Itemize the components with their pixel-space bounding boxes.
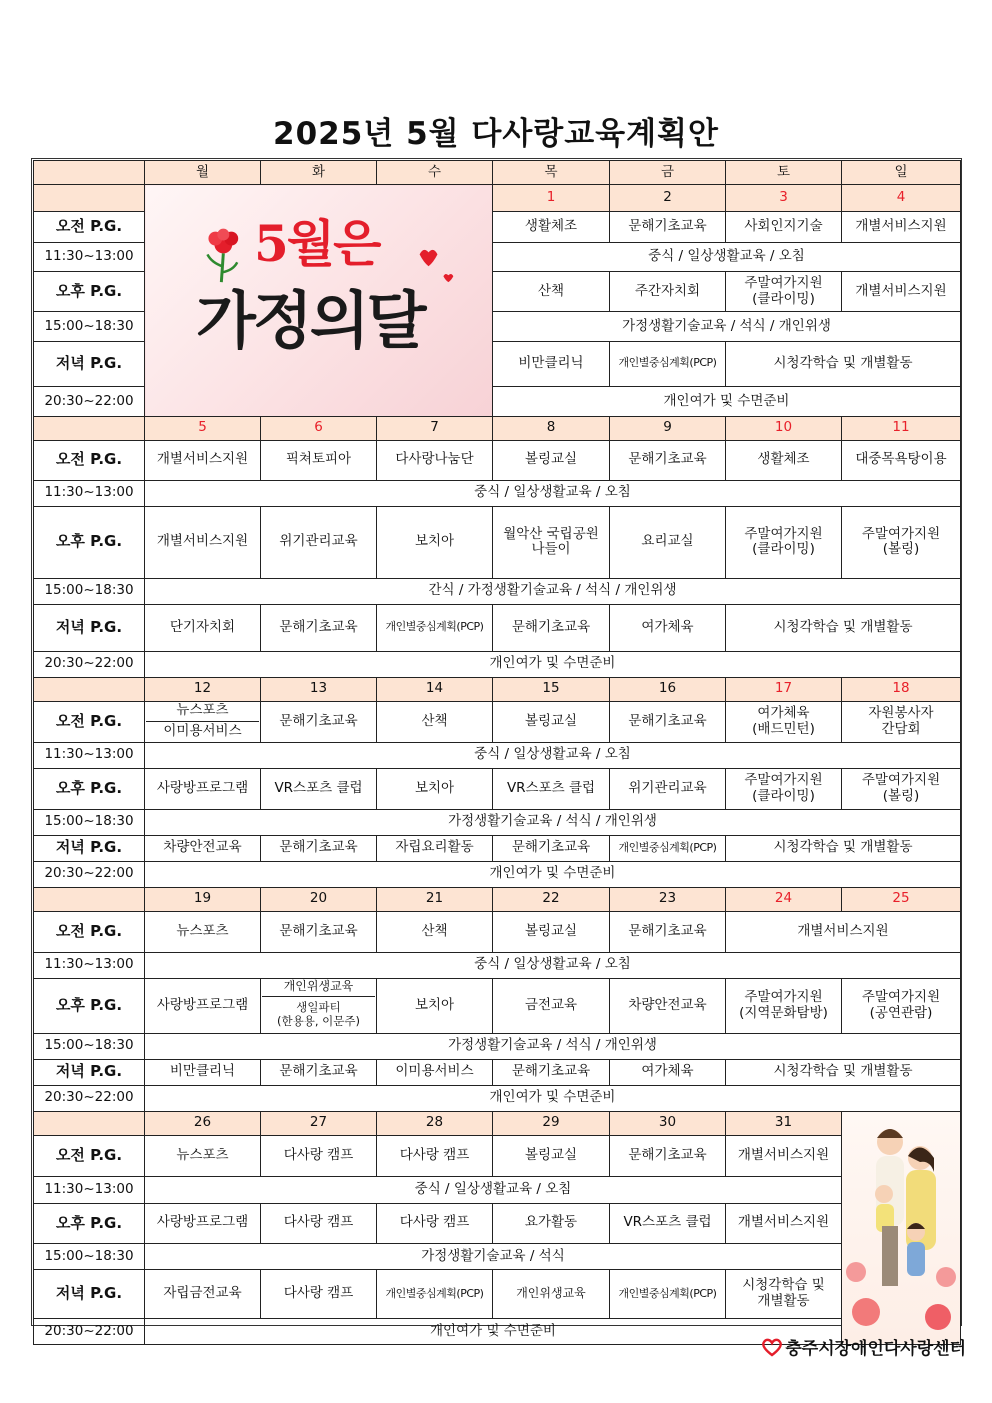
schedule-cell: 개인별중심계획(PCP) — [377, 1270, 493, 1319]
span-cell: 가정생활기술교육 / 석식 / 개인위생 — [145, 809, 961, 835]
date-cell: 27 — [261, 1111, 377, 1135]
schedule-cell: 자립금전교육 — [145, 1270, 261, 1319]
row-label-lunch: 11:30~13:00 — [34, 480, 145, 506]
schedule-cell: 사랑방프로그램 — [145, 978, 261, 1033]
schedule-cell: 볼링교실 — [493, 911, 610, 952]
split-bottom: 생일파티 (한용용, 이문주) — [277, 999, 360, 1028]
schedule-cell: 뉴스포츠 — [145, 1135, 261, 1176]
week2-eve-row — [34, 604, 961, 651]
schedule-cell: 요리교실 — [610, 506, 726, 578]
schedule-cell: 다사랑 캠프 — [377, 1135, 493, 1176]
schedule-cell: 이미용서비스 — [377, 1059, 493, 1085]
span-cell: 중식 / 일상생활교육 / 오침 — [145, 1177, 842, 1203]
schedule-cell: 다사랑 캠프 — [261, 1135, 377, 1176]
date-cell: 25 — [842, 887, 961, 911]
day-thu: 목 — [493, 161, 610, 185]
schedule-cell: 문해기초교육 — [493, 604, 610, 651]
week4-pm-row — [34, 978, 961, 1033]
row-label-night: 20:30~22:00 — [34, 861, 145, 887]
week4-am-row — [34, 911, 961, 952]
date-label-cell — [34, 677, 145, 701]
span-cell: 개인여가 및 수면준비 — [145, 861, 961, 887]
schedule-cell: 볼링교실 — [493, 701, 610, 742]
schedule-cell: 개별서비스지원 — [145, 440, 261, 480]
schedule-cell: 다사랑 캠프 — [261, 1270, 377, 1319]
schedule-cell: 문해기초교육 — [610, 1135, 726, 1176]
row-label-am: 오전 P.G. — [34, 701, 145, 742]
date-cell: 30 — [610, 1111, 726, 1135]
row-label-am: 오전 P.G. — [34, 911, 145, 952]
schedule-cell: VR스포츠 클럽 — [610, 1203, 726, 1243]
schedule-cell: 주말여가지원 (클라이밍) — [726, 506, 842, 578]
row-label-aft: 15:00~18:30 — [34, 809, 145, 835]
day-mon: 월 — [145, 161, 261, 185]
split-bottom: 이미용서비스 — [163, 722, 242, 739]
schedule-cell: 문해기초교육 — [261, 1059, 377, 1085]
span-cell: 개인여가 및 수면준비 — [145, 1085, 961, 1111]
org-footer — [761, 1334, 966, 1359]
span-cell: 가정생활기술교육 / 석식 — [145, 1243, 842, 1269]
row-label-lunch: 11:30~13:00 — [34, 1177, 145, 1203]
week5-eve-row — [34, 1270, 961, 1319]
row-label-eve: 저녁 P.G. — [34, 1059, 145, 1085]
date-label-cell — [34, 185, 145, 212]
schedule-cell: 문해기초교육 — [493, 1059, 610, 1085]
date-label-cell — [34, 1111, 145, 1135]
schedule-cell: 여가체육 — [610, 1059, 726, 1085]
schedule-cell: 단기자치회 — [145, 604, 261, 651]
split-cell — [145, 701, 261, 742]
schedule-cell: 다사랑 캠프 — [261, 1203, 377, 1243]
span-cell: 개인여가 및 수면준비 — [145, 651, 961, 677]
row-label-pm: 오후 P.G. — [34, 768, 145, 809]
week5-aft-row — [34, 1243, 961, 1269]
day-tue: 화 — [261, 161, 377, 185]
row-label-aft: 15:00~18:30 — [34, 1243, 145, 1269]
date-cell: 26 — [145, 1111, 261, 1135]
split-top: 뉴스포츠 — [146, 702, 259, 722]
schedule-cell: 자립요리활동 — [377, 835, 493, 861]
schedule-cell: 뉴스포츠 — [145, 911, 261, 952]
schedule-cell: 산책 — [377, 701, 493, 742]
schedule-cell: 다사랑 캠프 — [377, 1203, 493, 1243]
schedule-cell: 주말여가지원 (지역문화탐방) — [726, 978, 842, 1033]
week2-am-row — [34, 440, 961, 480]
date-cell: 18 — [842, 677, 961, 701]
date-cell: 1 — [493, 185, 610, 212]
week5-pm-row — [34, 1203, 961, 1243]
schedule-cell: 문해기초교육 — [261, 835, 377, 861]
date-cell: 23 — [610, 887, 726, 911]
week2-aft-row — [34, 578, 961, 604]
row-label-am: 오전 P.G. — [34, 440, 145, 480]
schedule-cell: 시청각학습 및 개별활동 — [726, 835, 961, 861]
week5-am-row — [34, 1135, 961, 1176]
schedule-cell: VR스포츠 클럽 — [493, 768, 610, 809]
week4-lunch-row — [34, 952, 961, 978]
row-label-pm: 오후 P.G. — [34, 978, 145, 1033]
schedule-cell: 여가체육 (배드민턴) — [726, 701, 842, 742]
schedule-cell: 문해기초교육 — [493, 835, 610, 861]
row-label-pm: 오후 P.G. — [34, 506, 145, 578]
family-illustration — [842, 1111, 961, 1345]
row-label-am: 오전 P.G. — [34, 212, 145, 243]
row-label-lunch: 11:30~13:00 — [34, 952, 145, 978]
schedule-cell: 금전교육 — [493, 978, 610, 1033]
schedule-cell: 볼링교실 — [493, 1135, 610, 1176]
date-label-cell — [34, 887, 145, 911]
week2-date-row — [34, 416, 961, 440]
schedule-cell: 개별서비스지원 — [145, 506, 261, 578]
date-cell: 17 — [726, 677, 842, 701]
page-title: 2025년 5월 다사랑교육계획안 — [273, 116, 719, 152]
span-cell: 간식 / 가정생활기술교육 / 석식 / 개인위생 — [145, 578, 961, 604]
week1-date-row — [34, 185, 961, 212]
date-cell: 12 — [145, 677, 261, 701]
schedule-cell: 보치아 — [377, 768, 493, 809]
schedule-cell: 산책 — [493, 272, 610, 312]
span-cell: 중식 / 일상생활교육 / 오침 — [145, 742, 961, 768]
split-cell — [261, 978, 377, 1033]
date-cell: 4 — [842, 185, 961, 212]
span-cell: 가정생활기술교육 / 석식 / 개인위생 — [493, 312, 961, 342]
schedule-cell: 사랑방프로그램 — [145, 768, 261, 809]
date-cell: 7 — [377, 416, 493, 440]
week4-eve-row — [34, 1059, 961, 1085]
schedule-cell: 문해기초교육 — [610, 212, 726, 243]
row-label-eve: 저녁 P.G. — [34, 341, 145, 386]
row-label-aft: 15:00~18:30 — [34, 312, 145, 342]
week4-aft-row — [34, 1033, 961, 1059]
row-label-eve: 저녁 P.G. — [34, 604, 145, 651]
week4-night-row — [34, 1085, 961, 1111]
row-label-pm: 오후 P.G. — [34, 1203, 145, 1243]
date-cell: 3 — [726, 185, 842, 212]
day-sat: 토 — [726, 161, 842, 185]
poster-line2: 가정의달 — [196, 284, 424, 357]
row-label-night: 20:30~22:00 — [34, 1085, 145, 1111]
schedule-cell: 비만클리닉 — [145, 1059, 261, 1085]
date-cell: 31 — [726, 1111, 842, 1135]
date-cell: 9 — [610, 416, 726, 440]
week2-night-row — [34, 651, 961, 677]
schedule-cell: 생활체조 — [726, 440, 842, 480]
heart-logo-icon — [761, 1337, 783, 1357]
schedule-cell: 개별서비스지원 — [842, 212, 961, 243]
row-label-lunch: 11:30~13:00 — [34, 242, 145, 272]
schedule-cell: 위기관리교육 — [261, 506, 377, 578]
heart-icon — [420, 250, 454, 282]
day-header-row — [34, 161, 961, 185]
schedule-cell: 주간자치회 — [610, 272, 726, 312]
week2-lunch-row — [34, 480, 961, 506]
week5-date-row — [34, 1111, 961, 1135]
week4-date-row — [34, 887, 961, 911]
week3-aft-row — [34, 809, 961, 835]
schedule-cell: 주말여가지원 (볼링) — [842, 768, 961, 809]
row-label-night: 20:30~22:00 — [34, 1318, 145, 1344]
poster-line1: 5월은 — [254, 214, 380, 273]
week3-date-row — [34, 677, 961, 701]
row-label-night: 20:30~22:00 — [34, 651, 145, 677]
schedule-cell: 차량안전교육 — [145, 835, 261, 861]
schedule-cell: 문해기초교육 — [261, 701, 377, 742]
week2-pm-row — [34, 506, 961, 578]
schedule-cell: 볼링교실 — [493, 440, 610, 480]
schedule-cell: 요가활동 — [493, 1203, 610, 1243]
row-label-am: 오전 P.G. — [34, 1135, 145, 1176]
span-cell: 개인여가 및 수면준비 — [493, 386, 961, 416]
schedule-cell: 차량안전교육 — [610, 978, 726, 1033]
date-cell: 29 — [493, 1111, 610, 1135]
date-cell: 8 — [493, 416, 610, 440]
schedule-cell: 다사랑나눔단 — [377, 440, 493, 480]
week3-lunch-row — [34, 742, 961, 768]
schedule-cell: 시청각학습 및 개별활동 — [726, 1270, 842, 1319]
day-wed: 수 — [377, 161, 493, 185]
date-cell: 22 — [493, 887, 610, 911]
span-cell: 개인여가 및 수면준비 — [145, 1318, 842, 1344]
span-cell: 중식 / 일상생활교육 / 오침 — [145, 480, 961, 506]
schedule-cell: 개인별중심계획(PCP) — [610, 341, 726, 386]
schedule-cell: 시청각학습 및 개별활동 — [726, 1059, 961, 1085]
date-cell: 11 — [842, 416, 961, 440]
row-label-aft: 15:00~18:30 — [34, 578, 145, 604]
schedule-cell: 주말여가지원 (클라이밍) — [726, 272, 842, 312]
schedule-cell: 개별서비스지원 — [726, 911, 961, 952]
row-label-eve: 저녁 P.G. — [34, 835, 145, 861]
schedule-cell: 월악산 국립공원 나들이 — [493, 506, 610, 578]
row-label-eve: 저녁 P.G. — [34, 1270, 145, 1319]
date-cell: 10 — [726, 416, 842, 440]
schedule-cell: 비만클리닉 — [493, 341, 610, 386]
week3-night-row — [34, 861, 961, 887]
date-cell: 6 — [261, 416, 377, 440]
span-cell: 가정생활기술교육 / 석식 / 개인위생 — [145, 1033, 961, 1059]
span-cell: 중식 / 일상생활교육 / 오침 — [145, 952, 961, 978]
schedule-cell: 시청각학습 및 개별활동 — [726, 341, 961, 386]
schedule-cell: 여가체육 — [610, 604, 726, 651]
schedule-cell: 주말여가지원 (볼링) — [842, 506, 961, 578]
week3-pm-row — [34, 768, 961, 809]
schedule-cell: 개인별중심계획(PCP) — [610, 1270, 726, 1319]
day-fri: 금 — [610, 161, 726, 185]
split-top: 개인위생교육 — [262, 979, 375, 997]
date-cell: 13 — [261, 677, 377, 701]
date-cell: 2 — [610, 185, 726, 212]
date-cell: 21 — [377, 887, 493, 911]
schedule-cell: 대중목욕탕이용 — [842, 440, 961, 480]
schedule-cell: 시청각학습 및 개별활동 — [726, 604, 961, 651]
schedule-cell: 보치아 — [377, 978, 493, 1033]
may-family-month-poster — [145, 185, 493, 417]
date-cell: 14 — [377, 677, 493, 701]
schedule-cell: 개별서비스지원 — [726, 1135, 842, 1176]
schedule-cell: 개별서비스지원 — [726, 1203, 842, 1243]
schedule-cell: 생활체조 — [493, 212, 610, 243]
schedule-cell: 사랑방프로그램 — [145, 1203, 261, 1243]
family-icon — [846, 1112, 956, 1340]
date-cell: 24 — [726, 887, 842, 911]
row-label-night: 20:30~22:00 — [34, 386, 145, 416]
schedule-cell: 개인별중심계획(PCP) — [377, 604, 493, 651]
week3-am-row — [34, 701, 961, 742]
schedule-cell: 자원봉사자 간담회 — [842, 701, 961, 742]
corner-cell — [34, 161, 145, 185]
schedule-cell: 보치아 — [377, 506, 493, 578]
row-label-aft: 15:00~18:30 — [34, 1033, 145, 1059]
week3-eve-row — [34, 835, 961, 861]
day-sun: 일 — [842, 161, 961, 185]
org-name: 충주시장애인다사랑센터 — [785, 1339, 966, 1359]
schedule-cell: 문해기초교육 — [261, 911, 377, 952]
row-label-lunch: 11:30~13:00 — [34, 742, 145, 768]
schedule-cell: 위기관리교육 — [610, 768, 726, 809]
date-cell: 5 — [145, 416, 261, 440]
schedule-cell: 개별서비스지원 — [842, 272, 961, 312]
schedule-cell: 문해기초교육 — [610, 440, 726, 480]
row-label-pm: 오후 P.G. — [34, 272, 145, 312]
schedule-table — [33, 160, 961, 1345]
schedule-cell: 사회인지기술 — [726, 212, 842, 243]
date-cell: 20 — [261, 887, 377, 911]
schedule-cell: 산책 — [377, 911, 493, 952]
schedule-cell: 문해기초교육 — [261, 604, 377, 651]
schedule-cell: 문해기초교육 — [610, 701, 726, 742]
span-cell: 중식 / 일상생활교육 / 오침 — [493, 242, 961, 272]
date-label-cell — [34, 416, 145, 440]
schedule-cell: 주말여가지원 (클라이밍) — [726, 768, 842, 809]
carnation-icon — [207, 229, 238, 283]
date-cell: 15 — [493, 677, 610, 701]
schedule-cell: VR스포츠 클럽 — [261, 768, 377, 809]
schedule-cell: 주말여가지원 (공연관람) — [842, 978, 961, 1033]
schedule-cell: 개인위생교육 — [493, 1270, 610, 1319]
date-cell: 16 — [610, 677, 726, 701]
schedule-cell: 픽쳐토피아 — [261, 440, 377, 480]
date-cell: 28 — [377, 1111, 493, 1135]
schedule-cell: 문해기초교육 — [610, 911, 726, 952]
week5-lunch-row — [34, 1177, 961, 1203]
date-cell: 19 — [145, 887, 261, 911]
schedule-cell: 개인별중심계획(PCP) — [610, 835, 726, 861]
